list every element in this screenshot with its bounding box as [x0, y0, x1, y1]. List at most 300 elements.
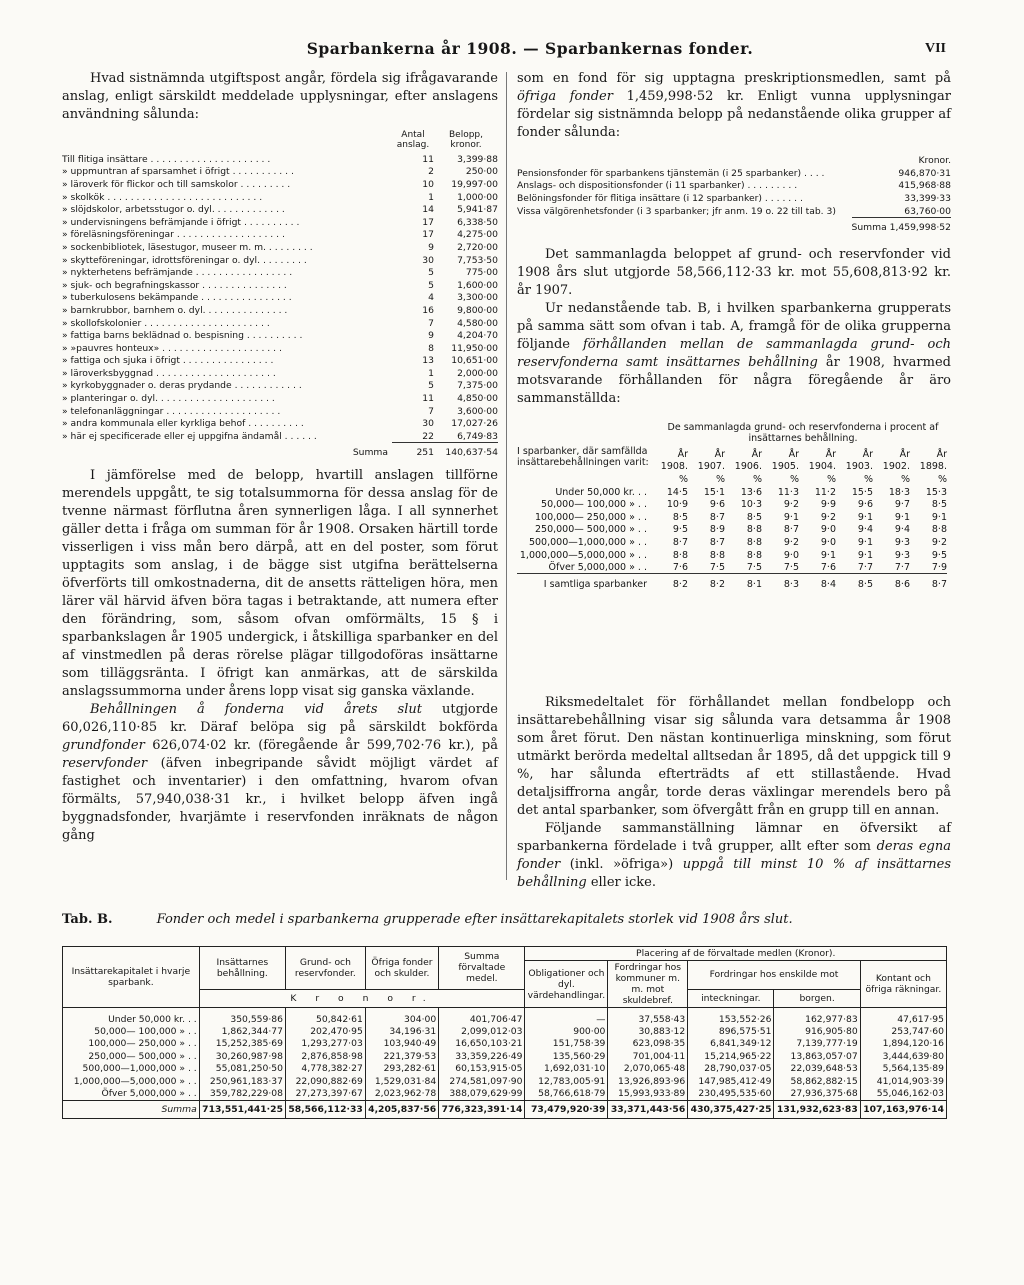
- allocation-count: 5: [428, 380, 434, 392]
- tab-b-value: 304·00: [365, 1008, 438, 1026]
- allocation-amount: 6,338·50: [457, 216, 498, 228]
- tab-b-value: 55,081,250·50: [199, 1063, 285, 1076]
- allocation-amount: 19,997·00: [451, 178, 498, 190]
- pct-year: 1904.: [808, 461, 836, 473]
- balance-text-2: 626,074·02 kr. (föregående år 599,702·76 kr.), på: [144, 737, 498, 753]
- allocation-amount: 250·00: [465, 166, 498, 178]
- pct-value: 9·5: [931, 549, 947, 561]
- allocation-row: [62, 254, 498, 267]
- tab-b-group: Öfver 5,000,000 » . .: [63, 1088, 200, 1101]
- allocation-row: [62, 216, 498, 229]
- tab-b-value: 34,196·31: [365, 1025, 438, 1038]
- balance-text-1: utgjorde 60,026,110·85 kr. Däraf belöpa sig på särskildt bokförda: [62, 701, 498, 735]
- pct-value: 13·6: [740, 486, 762, 498]
- allocation-amount: 4,204·70: [457, 330, 498, 342]
- allocation-row: [62, 342, 498, 355]
- allocation-purpose: » skytteföreningar, idrottsföreningar o. dyl. . . . . . . . .: [62, 254, 307, 266]
- tab-b-sum-value: 776,323,391·14: [439, 1100, 525, 1118]
- allocation-amount: 3,300·00: [457, 292, 498, 304]
- pct-value: 8·9: [709, 524, 725, 536]
- tab-b-value: 5,564,135·89: [860, 1063, 946, 1076]
- pct-value: 7·6: [672, 561, 688, 573]
- allocation-count: 2: [428, 166, 434, 178]
- tab-b-value: 359,782,229·08: [199, 1088, 285, 1101]
- tab-b-sum-value: 131,932,623·83: [774, 1100, 860, 1118]
- allocation-count: 5: [428, 279, 434, 291]
- pct-value: 11·2: [814, 486, 836, 498]
- average-paragraph: Riksmedeltalet för förhållandet mellan fondbelopp och insättarebehållning visar sig sålunda vara detsamma år 1908 som året förut. Den nästan kontinuerliga minskning, som förut utmärkt berörda medeltal alltsedan år 1895, då det uppgick till 9 %, har sålunda efterträdts af ett stillastående. Hvad detaljsiffrorna angår, torde deras växlingar merendels bero på det antal sparbanker, som öfvergått från en grupp till en annan.: [517, 694, 951, 818]
- pct-unit: %: [678, 473, 688, 485]
- pct-value: 15·5: [851, 486, 873, 498]
- allocation-count: 7: [428, 317, 434, 329]
- pct-year-word: År: [714, 448, 725, 460]
- pct-value: 9·0: [783, 549, 799, 561]
- funds-table: [517, 154, 951, 236]
- allocation-count: 13: [422, 355, 434, 367]
- tab-b-sum-label: Summa: [63, 1100, 200, 1118]
- pct-value: 9·3: [894, 536, 910, 548]
- allocation-amount: 17,027·26: [451, 418, 498, 430]
- allocation-purpose: » andra kommunala eller kyrkliga behof . . . . . . . . . .: [62, 418, 304, 430]
- pct-total-row: [517, 574, 947, 594]
- allocation-count: 30: [422, 418, 434, 430]
- pct-value: 7·5: [746, 561, 762, 573]
- pct-value: 8·7: [672, 536, 688, 548]
- pct-group: Öfver 5,000,000 » . .: [548, 561, 647, 573]
- allocation-purpose: » nykterhetens befrämjande . . . . . . . . . . . . . . . . .: [62, 267, 293, 279]
- pct-year: 1902.: [882, 461, 910, 473]
- pct-row: [517, 549, 947, 562]
- allocation-count: 14: [422, 204, 434, 216]
- tab-b-value: 22,090,882·69: [285, 1075, 365, 1088]
- page-number: VII: [924, 41, 946, 56]
- allocation-purpose: » kyrkobyggnader o. deras prydande . . . . . . . . . . . .: [62, 380, 302, 392]
- allocation-amount: 1,000·00: [457, 191, 498, 203]
- pct-value: 7·7: [894, 561, 910, 573]
- tab-b-row: [63, 1075, 947, 1088]
- allocation-amount: 4,275·00: [457, 229, 498, 241]
- allocation-purpose: » fattiga barns beklädnad o. bespisning . . . . . . . . . .: [62, 330, 303, 342]
- funds-unit-header: Kronor.: [918, 154, 951, 166]
- pct-row: [517, 511, 947, 524]
- tabb-relation-term: förhållanden mellan de sammanlagda grund- och reservfonderna samt insättarnes behållning: [517, 336, 951, 370]
- allocation-count: 8: [428, 342, 434, 354]
- allocation-count: 1: [428, 191, 434, 203]
- pct-value: 14·5: [666, 486, 688, 498]
- pct-value: 9·1: [857, 511, 873, 523]
- allocation-amount: 775·00: [465, 267, 498, 279]
- percent-group-label: I sparbanker, där samfällda insättarebehållningen varit:: [517, 445, 649, 468]
- percent-table-heading: De sammanlagda grund- och reservfonderna i procent af insättarnes behållning.: [667, 421, 939, 444]
- tab-b-value: 250,961,183·37: [199, 1075, 285, 1088]
- col-amount-header: Belopp, kronor.: [448, 130, 483, 150]
- tab-b-value: 1,692,031·10: [525, 1063, 608, 1076]
- summary-condition: uppgå till minst 10 % af insättarnes behållning: [517, 856, 951, 890]
- ofriga-fonder-term: öfriga fonder: [517, 89, 613, 104]
- tab-b-value: —: [525, 1008, 608, 1026]
- th-ford-kommuner: Fordringar hos kommuner m. m. mot skuldebref.: [608, 961, 688, 1008]
- alloc-sum-count: 251: [392, 443, 434, 463]
- th-inteckningar: inteckningar.: [688, 989, 774, 1007]
- pct-value: 9·1: [783, 511, 799, 523]
- tab-b-row: [63, 1038, 947, 1051]
- left-column: [62, 70, 498, 845]
- pct-value: 8·8: [709, 549, 725, 561]
- allocation-amount: 7,375·00: [457, 380, 498, 392]
- th-placering: Placering af de förvaltade medlen (Kronor).: [525, 947, 947, 961]
- tab-b-sum-value: 73,479,920·39: [525, 1100, 608, 1118]
- allocation-purpose: » telefonanläggningar . . . . . . . . . . . . . . . . . . . .: [62, 405, 281, 417]
- reservfonder-term: reservfonder: [62, 755, 148, 771]
- funds-text-1: som en fond för sig upptagna preskriptionsmedlen, samt på: [517, 71, 951, 86]
- tab-b-row: [63, 1063, 947, 1076]
- tab-b-sum-value: 4,205,837·56: [365, 1100, 438, 1118]
- tab-b-value: 388,079,629·99: [439, 1088, 525, 1101]
- tab-b-value: 3,444,639·80: [860, 1050, 946, 1063]
- allocation-row: [62, 317, 498, 330]
- tab-b-group: 250,000— 500,000 » . .: [63, 1050, 200, 1063]
- allocation-row: [62, 266, 498, 279]
- egna-fonder-term: deras egna fonder: [517, 838, 952, 872]
- allocation-amount: 3,399·88: [457, 153, 498, 165]
- funds-paragraph: [517, 70, 951, 142]
- allocation-purpose: » sockenbibliotek, läsestugor, museer m. m. . . . . . . . .: [62, 241, 313, 253]
- tab-b-value: 103,940·49: [365, 1038, 438, 1051]
- tab-b-value: 47,617·95: [860, 1008, 946, 1026]
- tab-b-value: 701,004·11: [608, 1050, 688, 1063]
- pct-unit: %: [715, 473, 725, 485]
- pct-unit: %: [900, 473, 910, 485]
- allocation-purpose: Till flitiga insättare . . . . . . . . . . . . . . . . . . . . .: [62, 153, 271, 165]
- comparison-paragraph: I jämförelse med de belopp, hvartill anslagen tillförne merendels uppgått, te sig totalsummorna för dessa anslag för de tvenne närmast förflutna åren synnerligen låga. I all synnerhet gäller detta i fråga om summan för år 1908. Orsaken härtill torde visserligen i viss mån bero därpå, att en del poster, som förut upptagits som anslag, i de bägge sist utgifna berättelserna öfverförts till omkostnaderna, dit de ansetts rätteligen höra, men lärer väl härvid äfven böra tagas i betraktande, att numera efter den förändring, som, såsom ofvan omförmälts, 15 § i sparbankslagen år 1905 undergick, i åtskilliga sparbanker en del af vinstmedlen på deras rörelse plägar tillgodoföras insättarne som tilläggsränta. I öfrigt kan anmärkas, att de särskilda anslagssummorna under årens lopp visat sig ganska växlande.: [62, 467, 498, 699]
- pct-value: 9·0: [820, 524, 836, 536]
- tab-b-row: [63, 1008, 947, 1026]
- pct-row: [517, 536, 947, 549]
- pct-value: 8·8: [672, 549, 688, 561]
- pct-value: 8·7: [709, 511, 725, 523]
- percent-table-block: [517, 422, 951, 694]
- tab-b-group: 50,000— 100,000 » . .: [63, 1025, 200, 1038]
- pct-value: 9·1: [894, 511, 910, 523]
- allocation-amount: 6,749·83: [457, 430, 498, 442]
- allocation-purpose: » undervisningens befrämjande i öfrigt . . . . . . . . . .: [62, 216, 300, 228]
- tab-b-value: 1,293,277·03: [285, 1038, 365, 1051]
- th-kronor: K r o n o r.: [199, 989, 525, 1007]
- pct-value: 8·8: [746, 536, 762, 548]
- tab-b-value: 15,993,933·89: [608, 1088, 688, 1101]
- tab-b-value: 253,747·60: [860, 1025, 946, 1038]
- running-header: Sparbankerna år 1908. — Sparbankernas fonder.: [306, 39, 754, 58]
- pct-group: 50,000— 100,000 » . .: [541, 499, 647, 511]
- allocation-purpose: » skollofskolonier . . . . . . . . . . . . . . . . . . . . . .: [62, 317, 270, 329]
- pct-group: 1,000,000—5,000,000 » . .: [519, 549, 647, 561]
- th-obligationer: Obligationer och dyl. värdehandlingar.: [525, 961, 608, 1008]
- allocation-row: [62, 178, 498, 191]
- pct-value: 8·8: [746, 524, 762, 536]
- allocation-purpose: » slöjdskolor, arbetsstugor o. dyl. . . . . . . . . . . . .: [62, 204, 285, 216]
- pct-unit: %: [863, 473, 873, 485]
- fund-label: Vissa välgörenhetsfonder (i 3 sparbanker; jfr anm. 19 o. 22 till tab. 3): [517, 206, 836, 218]
- pct-value: 9·2: [783, 499, 799, 511]
- pct-value: 9·1: [931, 511, 947, 523]
- allocation-row: [62, 392, 498, 405]
- pct-group: 500,000—1,000,000 » . .: [528, 536, 647, 548]
- pct-value: 9·1: [857, 549, 873, 561]
- pct-row: [517, 486, 947, 499]
- pct-year: 1906.: [734, 461, 762, 473]
- allocation-purpose: » planteringar o. dyl. . . . . . . . . . . . . . . . . . . . .: [62, 393, 275, 405]
- pct-year: 1908.: [660, 461, 688, 473]
- pct-year-word: År: [936, 448, 947, 460]
- allocation-count: 4: [428, 292, 434, 304]
- allocation-row: [62, 380, 498, 393]
- tab-b-value: 1,529,031·84: [365, 1075, 438, 1088]
- tab-b-value: 151,758·39: [525, 1038, 608, 1051]
- allocation-row: [62, 241, 498, 254]
- pct-total-value: 8·4: [799, 574, 836, 594]
- pct-year-word: År: [788, 448, 799, 460]
- tab-b-sum-value: 107,163,976·14: [860, 1100, 946, 1118]
- allocation-count: 1: [428, 367, 434, 379]
- allocation-row: [62, 153, 498, 166]
- pct-value: 9·2: [783, 536, 799, 548]
- tab-b-value: 41,014,903·39: [860, 1075, 946, 1088]
- allocation-row: [62, 355, 498, 368]
- pct-year: 1905.: [771, 461, 799, 473]
- balance-text-3: (äfven inbegripande såvidt möjligt värdet af fastighet och inventarier) i den omfattning, hvarom ofvan förmälts, 57,940,038·31 kr., i hvilket belopp äfven ingå byggnadsfonder, hvarjämte i reservfonden inräknats de någon gång: [62, 755, 498, 843]
- summary-paragraph: [517, 820, 951, 892]
- balance-paragraph: [62, 701, 498, 845]
- allocation-count: 30: [422, 254, 434, 266]
- pct-year-word: År: [677, 448, 688, 460]
- th-kontant: Kontant och öfriga räkningar.: [860, 961, 946, 1008]
- tab-b-value: 230,495,535·60: [688, 1088, 774, 1101]
- fund-row: [517, 205, 951, 218]
- alloc-sum-amount: 140,637·54: [434, 443, 498, 463]
- funds-sum: Summa 1,459,998·52: [852, 218, 951, 236]
- pct-value: 8·5: [746, 511, 762, 523]
- pct-total-value: 8·2: [688, 574, 725, 594]
- pct-value: 8·5: [672, 511, 688, 523]
- allocation-count: 5: [428, 267, 434, 279]
- pct-group: 100,000— 250,000 » . .: [534, 511, 647, 523]
- allocation-count: 17: [422, 216, 434, 228]
- tab-b-value: 135,560·29: [525, 1050, 608, 1063]
- summary-text-3: eller icke.: [586, 874, 657, 890]
- allocation-amount: 7,753·50: [457, 254, 498, 266]
- pct-value: 9·1: [857, 536, 873, 548]
- tab-b-sum-value: 430,375,427·25: [688, 1100, 774, 1118]
- tab-b-caption: [62, 912, 947, 927]
- allocation-purpose: » läroverksbyggnad . . . . . . . . . . . . . . . . . . . . .: [62, 367, 276, 379]
- tab-b-value: 55,046,162·03: [860, 1088, 946, 1101]
- pct-unit: %: [937, 473, 947, 485]
- pct-value: 11·3: [777, 486, 799, 498]
- allocation-amount: 4,580·00: [457, 317, 498, 329]
- pct-total-value: 8·2: [651, 574, 688, 594]
- pct-unit: %: [752, 473, 762, 485]
- tab-b-value: 58,862,882·15: [774, 1075, 860, 1088]
- pct-total-value: 8·6: [873, 574, 910, 594]
- pct-value: 15·3: [925, 486, 947, 498]
- tab-b-table: [62, 946, 947, 1119]
- allocation-row: [62, 367, 498, 380]
- allocation-amount: 2,720·00: [457, 241, 498, 253]
- allocation-count: 7: [428, 405, 434, 417]
- pct-value: 9·0: [820, 536, 836, 548]
- allocation-count: 22: [422, 430, 434, 442]
- tab-b-value: 13,926,893·96: [608, 1075, 688, 1088]
- right-column: [517, 70, 951, 892]
- th-ford-enskilde: Fordringar hos enskilde mot: [688, 961, 861, 990]
- summary-text-2: (inkl. »öfriga»): [560, 856, 683, 872]
- allocation-row: [62, 417, 498, 430]
- intro-paragraph: Hvad sistnämnda utgiftspost angår, fördela sig ifrågavarande anslag, enligt särskildt meddelade upplysningar, efter anslagens användning sålunda:: [62, 71, 498, 122]
- tab-b-value: 274,581,097·90: [439, 1075, 525, 1088]
- tab-b-value: 7,139,777·19: [774, 1038, 860, 1051]
- pct-value: 9·4: [894, 524, 910, 536]
- allocation-purpose: » fattiga och sjuka i öfrigt . . . . . . . . . . . . . . . .: [62, 355, 274, 367]
- pct-value: 7·7: [857, 561, 873, 573]
- pct-value: 9·6: [709, 499, 725, 511]
- funds-text-2: 1,459,998·52 kr. Enligt vunna upplysningar fördelar sig sistnämnda belopp på nedanstående olika grupper af fonder sålunda:: [517, 89, 951, 140]
- fund-label: Belöningsfonder för flitiga insättare (i 12 sparbanker) . . . . . . .: [517, 193, 803, 205]
- allocation-purpose: » sjuk- och begrafningskassor . . . . . . . . . . . . . . .: [62, 279, 287, 291]
- allocation-table: [62, 127, 498, 463]
- allocation-row: [62, 166, 498, 179]
- th-grundfonder: Grund- och reservfonder.: [285, 947, 365, 990]
- fund-label: Anslags- och dispositionsfonder (i 11 sparbanker) . . . . . . . . .: [517, 180, 798, 192]
- allocation-count: 16: [422, 304, 434, 316]
- pct-value: 7·6: [820, 561, 836, 573]
- th-group: Insättarekapitalet i hvarje sparbank.: [63, 947, 200, 1008]
- alloc-sum-label: Summa: [352, 447, 388, 459]
- tab-b-value: 623,098·35: [608, 1038, 688, 1051]
- pct-row: [517, 561, 947, 574]
- allocation-amount: 9,800·00: [457, 304, 498, 316]
- percent-table: [517, 445, 947, 594]
- allocation-amount: 4,850·00: [457, 393, 498, 405]
- allocation-purpose: » här ej specificerade eller ej uppgifna ändamål . . . . . .: [62, 430, 317, 442]
- fund-amount: 415,968·88: [898, 180, 951, 192]
- pct-group: 250,000— 500,000 » . .: [534, 524, 647, 536]
- tab-b-row: [63, 1088, 947, 1101]
- tab-b-value: 12,783,005·91: [525, 1075, 608, 1088]
- allocation-amount: 3,600·00: [457, 405, 498, 417]
- allocation-row: [62, 329, 498, 342]
- allocation-count: 17: [422, 229, 434, 241]
- tab-b-group: Under 50,000 kr. . .: [63, 1008, 200, 1026]
- tab-b-value: 153,552·26: [688, 1008, 774, 1026]
- tab-b-value: 900·00: [525, 1025, 608, 1038]
- pct-unit: %: [826, 473, 836, 485]
- tab-b-value: 221,379·53: [365, 1050, 438, 1063]
- tabb-text-2: år 1908, hvarmed motsvarande förhållanden för några föregående år äro sammanställda:: [517, 354, 951, 406]
- tab-b-row: [63, 1025, 947, 1038]
- allocation-count: 9: [428, 241, 434, 253]
- pct-total-value: 8·5: [836, 574, 873, 594]
- th-borgen: borgen.: [774, 989, 860, 1007]
- fund-row: [517, 192, 951, 205]
- tab-b-value: 293,282·61: [365, 1063, 438, 1076]
- tab-b-value: 2,099,012·03: [439, 1025, 525, 1038]
- tab-b-value: 916,905·80: [774, 1025, 860, 1038]
- tab-b-value: 202,470·95: [285, 1025, 365, 1038]
- col-count-header: Antal anslag.: [396, 130, 430, 150]
- tab-b-label: Tab. B.: [62, 912, 113, 927]
- tab-b-value: 30,883·12: [608, 1025, 688, 1038]
- tab-b-value: 4,778,382·27: [285, 1063, 365, 1076]
- pct-total-value: 8·7: [910, 574, 947, 594]
- tabb-text-1: Ur nedanstående tab. B, i hvilken sparbankerna grupperats på samma sätt som ofvan i tab. A, framgå för de olika grupperna följande: [517, 300, 951, 352]
- tab-b-value: 2,023,962·78: [365, 1088, 438, 1101]
- pct-value: 9·7: [894, 499, 910, 511]
- tab-b-value: 27,273,397·67: [285, 1088, 365, 1101]
- allocation-purpose: » »pauvres honteux» . . . . . . . . . . . . . . . . . . . . .: [62, 342, 282, 354]
- tab-b-value: 16,650,103·21: [439, 1038, 525, 1051]
- fund-label: Pensionsfonder för sparbankens tjänstemän (i 25 sparbanker) . . . .: [517, 167, 825, 179]
- allocation-row: [62, 405, 498, 418]
- tab-b-value: 350,559·86: [199, 1008, 285, 1026]
- tab-b-value: 37,558·43: [608, 1008, 688, 1026]
- tab-b-value: 30,260,987·98: [199, 1050, 285, 1063]
- tab-b-value: 162,977·83: [774, 1008, 860, 1026]
- allocation-count: 9: [428, 330, 434, 342]
- pct-group: Under 50,000 kr. . .: [555, 486, 647, 498]
- fund-amount: 63,760·00: [904, 205, 951, 217]
- tab-b-value: 1,862,344·77: [199, 1025, 285, 1038]
- tab-b-value: 1,894,120·16: [860, 1038, 946, 1051]
- tab-b-value: 27,936,375·68: [774, 1088, 860, 1101]
- tab-b-sum-value: 58,566,112·33: [285, 1100, 365, 1118]
- fund-row: [517, 180, 951, 193]
- tab-b-value: 401,706·47: [439, 1008, 525, 1026]
- pct-value: 7·9: [931, 561, 947, 573]
- allocation-purpose: » uppmuntran af sparsamhet i öfrigt . . . . . . . . . . .: [62, 166, 294, 178]
- pct-year: 1907.: [697, 461, 725, 473]
- allocation-row: [62, 229, 498, 242]
- allocation-row: [62, 430, 498, 443]
- th-ofriga: Öfriga fonder och skulder.: [365, 947, 438, 990]
- pct-value: 8·7: [783, 524, 799, 536]
- allocation-row: [62, 203, 498, 216]
- allocation-amount: 5,941·87: [457, 204, 498, 216]
- pct-year-word: År: [751, 448, 762, 460]
- th-summa: Summa förvaltade medel.: [439, 947, 525, 990]
- pct-row: [517, 524, 947, 537]
- pct-value: 9·9: [820, 499, 836, 511]
- allocation-amount: 1,600·00: [457, 279, 498, 291]
- tab-b-sum-row: [63, 1100, 947, 1118]
- tab-b-sum-value: 33,371,443·56: [608, 1100, 688, 1118]
- pct-value: 8·8: [931, 524, 947, 536]
- pct-value: 9·2: [820, 511, 836, 523]
- tab-b-value: 2,876,858·98: [285, 1050, 365, 1063]
- allocation-purpose: » föreläsningsföreningar . . . . . . . . . . . . . . . . . . .: [62, 229, 285, 241]
- tab-b-table-wrap: [62, 946, 947, 1119]
- tab-b-value: 28,790,037·05: [688, 1063, 774, 1076]
- tab-b-value: 15,252,385·69: [199, 1038, 285, 1051]
- column-divider: [506, 72, 507, 880]
- pct-value: 18·3: [888, 486, 910, 498]
- total-funds-paragraph: Det sammanlagda beloppet af grund- och reservfonder vid 1908 års slut utgjorde 58,566,112·33 kr. mot 55,608,813·92 kr. år 1907.: [517, 246, 951, 298]
- tab-b-value: 147,985,412·49: [688, 1075, 774, 1088]
- pct-value: 9·4: [857, 524, 873, 536]
- tab-b-group: 500,000—1,000,000 » . .: [63, 1063, 200, 1076]
- allocation-count: 10: [422, 178, 434, 190]
- tab-b-value: 6,841,349·12: [688, 1038, 774, 1051]
- pct-value: 9·2: [931, 536, 947, 548]
